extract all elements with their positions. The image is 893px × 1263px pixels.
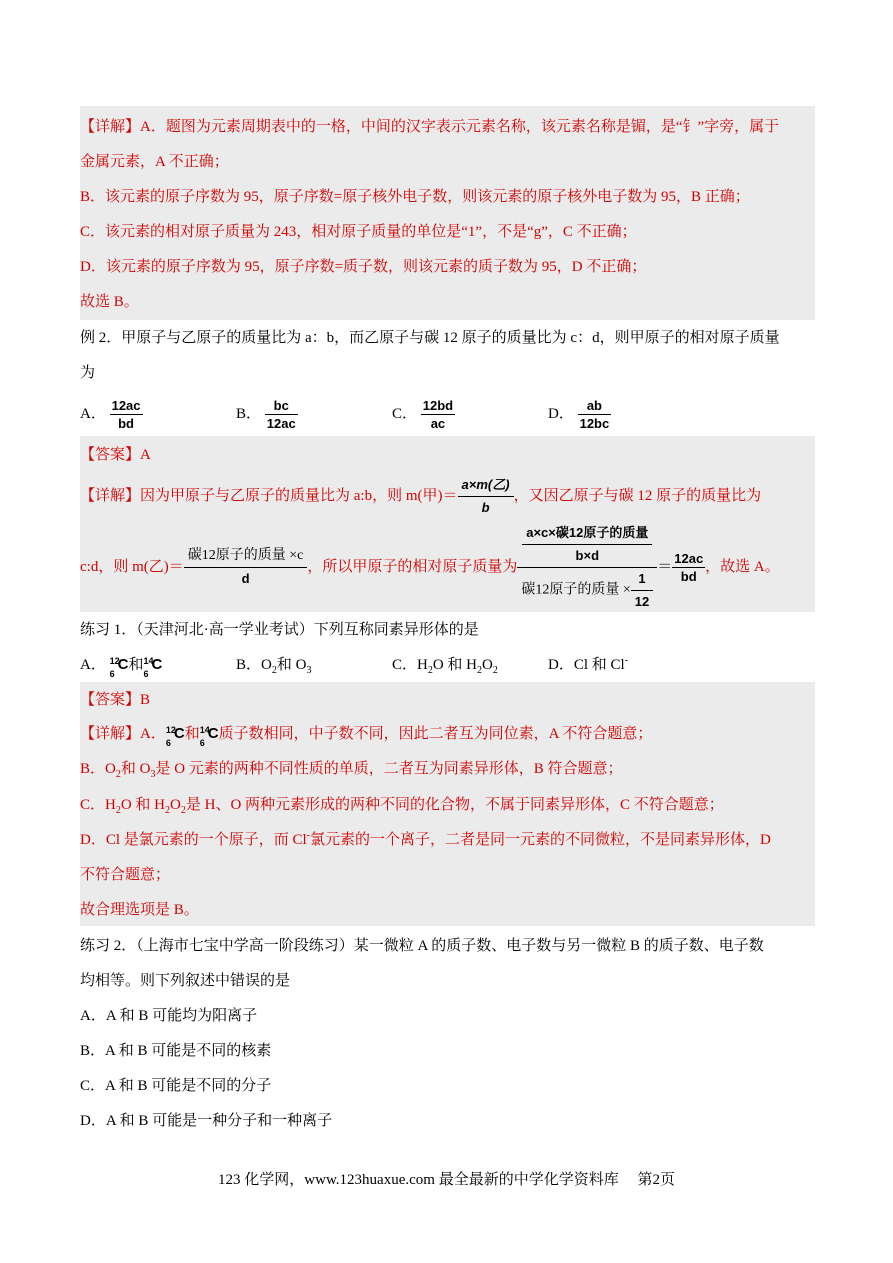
detail1-line-4: C．该元素的相对原子质量为 243，相对原子质量的单位是“1”，不是“g”，C 不正确；: [80, 224, 637, 240]
answer3-line: 【答案】B: [80, 692, 151, 708]
detail1-line-5: D．该元素的原子序数为 95，原子序数=质子数，则该元素的质子数为 95，D 不正确；: [80, 259, 647, 275]
answer2-line: 【答案】A: [80, 447, 151, 463]
answer3-detail-d: D．Cl 是氯元素的一个原子，而 Cl-氯元素的一个离子，二者是同一元素的不同微粒，不是同素异形体，D: [80, 830, 771, 848]
option-d: D． $\frac{ab}{12bc}$: [548, 398, 610, 432]
option-b: B． $\frac{bc}{12ac}$: [236, 398, 296, 432]
detail1-line-3: B．该元素的原子序数为 95，原子序数=原子核外电子数，则该元素的原子核外电子数为 95，B 正确；: [80, 189, 750, 205]
answer3-detail-d-cont: 不符合题意；: [80, 867, 171, 883]
practice2-question-line-1: 练习 2．（上海市七宝中学高一阶段练习）某一微粒 A 的质子数、电子数与另一微粒 B 的质子数、电子数: [80, 938, 764, 954]
p1-option-a: A． 12 6 C和 14 6 C: [80, 656, 163, 679]
practice2-option-d: D．A 和 B 可能是一种分子和一种离子: [80, 1113, 333, 1129]
p1-option-d: D．Cl 和 Cl-: [548, 655, 629, 673]
detail-block-1: [80, 106, 815, 320]
answer3-detail-c: C．$H_2O$ 和 $H_2O_2$是 H、O 两种元素形成的两种不同的化合物，不属于同素异形体，C 不符合题意；: [80, 797, 724, 816]
practice2-option-c: C．A 和 B 可能是不同的分子: [80, 1078, 272, 1094]
answer3-detail-a: 【详解】A． 12 6 C和 14 6 C质子数相同，中子数不同，因此二者互为同位素，A 不符合题意；: [80, 725, 653, 748]
example2-question-line-2: 为: [80, 365, 96, 381]
p1-option-b: B．$O_2$和 $O_3$: [236, 657, 312, 676]
option-a: A． $\frac{12ac}{bd}$: [80, 398, 141, 432]
answer3-detail-b: B．$O_2$和 $O_3$是 O 元素的两种不同性质的单质，二者互为同素异形体，B 符合题意；: [80, 761, 623, 780]
practice2-question-line-2: 均相等。则下列叙述中错误的是: [80, 973, 291, 989]
practice1-question: 练习 1．（天津河北·高一学业考试）下列互称同素异形体的是: [80, 622, 479, 638]
detail1-line-1: 【详解】A．题图为元素周期表中的一格，中间的汉字表示元素名称，该元素名称是镅，是“钅”字旁，属于: [80, 119, 780, 135]
practice2-option-b: B．A 和 B 可能是不同的核素: [80, 1043, 272, 1059]
page-footer: 123 化学网，www.123huaxue.com 最全最新的中学化学资料库 第2页: [218, 1172, 675, 1188]
example2-question-line-1: 例 2．甲原子与乙原子的质量比为 a：b，而乙原子与碳 12 原子的质量比为 c：d，则甲原子的相对原子质量: [80, 330, 780, 346]
practice2-option-a: A．A 和 B 可能均为阳离子: [80, 1008, 258, 1024]
answer3-conclusion: 故合理选项是 B。: [80, 902, 199, 918]
answer2-detail-line-2: c:d，则 m(乙)＝ 碳12原子的质量 ×c d ，所以甲原子的相对原子质量为 $\frac{\text{a×c×碳12原子的质量}}{b\times d}$ 碳12原子的质量 × $\frac{1}{12}$ ＝ $\frac{12ac}{bd}$ ，故选 A。: [80, 522, 780, 608]
detail1-line-2: 金属元素，A 不正确；: [80, 154, 229, 170]
detail1-line-6: 故选 B。: [80, 294, 139, 310]
p1-option-c: C．$H_2O$ 和 $H_2O_2$: [392, 657, 498, 676]
option-c: C． $\frac{12bd}{ac}$: [392, 398, 454, 432]
answer2-detail-line-1: 【详解】因为甲原子与乙原子的质量比为 a:b，则 m(甲)＝ a×m(乙) b ，又因乙原子与碳 12 原子的质量比为: [80, 474, 761, 516]
